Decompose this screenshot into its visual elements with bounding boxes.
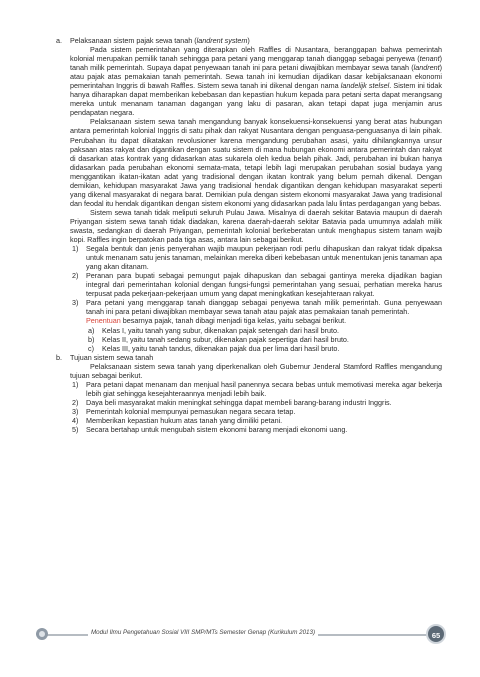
list-item: 1) Para petani dapat menanam dan menjual hasil panennya secara bebas untuk memotivasi mereka agar bekerja lebih giat sehingga kesejahteraannya menjadi lebih baik. <box>72 379 442 398</box>
section-b-title: Tujuan sistem sewa tanah <box>70 352 154 362</box>
principles-list <box>70 244 442 325</box>
page-number: 65 <box>426 624 446 644</box>
bullet-circle-icon <box>36 628 48 640</box>
footer-title: Modul Ilmu Pengetahuan Sosial VIII SMP/MTs Semester Genap (Kurikulum 2013) <box>88 629 318 636</box>
page-footer <box>30 626 450 644</box>
goals-list <box>70 380 442 434</box>
list-item: 5) Secara bertahap untuk mengubah sistem ekonomi barang menjadi ekonomi uang. <box>72 425 348 435</box>
section-a <box>56 36 442 353</box>
list-item: 1) Segala bentuk dan jenis penyerahan wajib maupun pekerjaan rodi perlu dihapuskan dan rakyat tidak dipaksa untuk menanam satu jenis tanaman, melainkan mereka diberi kebebasan untuk menentukan jenis tanaman apa yang akan ditanam. <box>72 244 442 272</box>
list-item: 4) Memberikan kepastian hukum atas tanah yang dimiliki petani. <box>72 415 283 425</box>
list-item: c) Kelas III, yaitu tanah tandus, dikenakan pajak dua per lima dari hasil bruto. <box>88 343 340 353</box>
tax-class-list <box>70 326 442 353</box>
section-a-body <box>56 45 442 353</box>
section-a-letter: a. <box>56 36 62 45</box>
list-item: b) Kelas II, yaitu tanah sedang subur, dikenakan pajak sepertiga dari hasil bruto. <box>88 334 349 344</box>
highlighted-word: Penentuan <box>86 316 121 326</box>
list-item: 3) Para petani yang menggarap tanah dianggap sebagai penyewa tanah milik pemerintah. Guna penyewaan tanah ini para petani diwajibkan membayar sewa tanah atau pajak atas pemakaian tanah pemerintah. Penentuan besarnya pajak, tanah dibagi menjadi tiga kelas, yaitu sebagai berikut. <box>72 298 442 326</box>
section-a-title-close: ) <box>247 36 250 45</box>
list-item: a) Kelas I, yaitu tanah yang subur, dikenakan pajak setengah dari hasil bruto. <box>88 325 339 335</box>
section-a-title: Pelaksanaan sistem pajak sewa tanah ( <box>70 36 197 45</box>
section-b <box>56 353 442 434</box>
paragraph-coverage: Sistem sewa tanah tidak meliputi seluruh Pulau Jawa. Misalnya di daerah sekitar Batavia maupun di daerah Priyangan sistem sewa tanah tidak diadakan, karena daerah-daerah sekitar Batavia pada umumnya adalah milik swasta, sedangkan di daerah Priyangan, pemerintah kolonial berkeberatan untuk menghapus sistem tanam wajib kopi. Raffles ingin berpatokan pada tiga asas, antara lain sebagai berikut. <box>70 207 442 245</box>
paragraph-consequences: Pelaksanaan sistem sewa tanah mengandung banyak konsekuensi-konsekuensi yang berat atas hubungan antara pemerintah kolonial Inggris di satu pihak dan rakyat Nusantara dengan penguasa-penguasanya di lain pihak. Perubahan itu dapat dikatakan revolusioner karena mengandung perubahan asasi, yaitu dihilangkannya unsur paksaan atas rakyat dan digantikan dengan suatu sistem di mana hubungan ekonomi antara pemerintah dan rakyat di dasarkan atas kontrak yang didasarkan atas sukarela oleh kedua belah pihak. Jadi, perubahan ini bukan hanya didasarkan pada perubahan ekonomi semata-mata, tetapi lebih lagi merupakan perubahan sosial budaya yang menggantikan ikatan-ikatan adat yang tradisional dengan ikatan kontrak yang belum pernah dikenal. Dengan demikian, kehidupan masyarakat Jawa yang tradisional hendak digantikan dengan kehidupan masyarakat seperti yang dikenal masyarakat di negara barat. Demikian pula dengan sistem ekonomi masyarakat Jawa yang tradisional dan feodal itu hendak digantikan dengan sistem ekonomi yang didasarkan pada lalu lintas perdagangan yang bebas. <box>70 117 442 208</box>
list-item: 3) Pemerintah kolonial mempunyai pemasukan negara secara tetap. <box>72 406 296 416</box>
document-content <box>56 36 442 434</box>
section-b-body <box>56 362 442 434</box>
section-b-letter: b. <box>56 352 62 362</box>
list-item: 2) Daya beli masyarakat makin meningkat sehingga dapat membeli barang-barang industri Inggris. <box>72 397 392 407</box>
list-item: 2) Peranan para bupati sebagai pemungut pajak dihapuskan dan sebagai gantinya mereka dijadikan bagian integral dari pemerintahan kolonial dengan fungsi-fungsi pemerintahan yang sesuai, perhatian mereka harus terpusat pada pekerjaan-pekerjaan umum yang dapat meningkatkan kesejahteraan rakyat. <box>72 271 442 299</box>
section-b-heading <box>56 353 442 362</box>
paragraph-landrent-intro: Pada sistem pemerintahan yang diterapkan oleh Raffles di Nusantara, beranggapan bahwa pemerintah kolonial merupakan pemilik tanah sehingga para petani yang menggarap tanah dianggap sebagai penyewa (tenant) tanah milik pemerintah. Supaya dapat penyewaan tanah ini para petani diwajibkan membayar sewa tanah (landrent) atau pajak atas pemakaian tanah pemerintah. Sewa tanah ini kemudian dijadikan dasar kebijaksanaan ekonomi pemerintahan Inggris di bawah Raffles. Sistem sewa tanah ini dikenal dengan nama landelijk stelsel. Sistem ini tidak hanya diharapkan dapat memberikan kebebasan dan kepastian hukum kepada para petani serta dapat merangsang mereka untuk menanam tanaman dagangan yang laku di pasaran, akan tetapi dapat juga menjamin arus pendapatan negara. <box>70 45 442 118</box>
section-a-title-italic: landrent system <box>196 36 248 45</box>
paragraph-goals-intro: Pelaksanaan sistem sewa tanah yang diperkenalkan oleh Gubernur Jenderal Stamford Raffles mengandung tujuan sebagai berikut. <box>70 361 442 380</box>
paragraph-tax-classes: Penentuan besarnya pajak, tanah dibagi menjadi tiga kelas, yaitu sebagai berikut. <box>86 316 347 326</box>
section-a-heading <box>56 36 442 45</box>
